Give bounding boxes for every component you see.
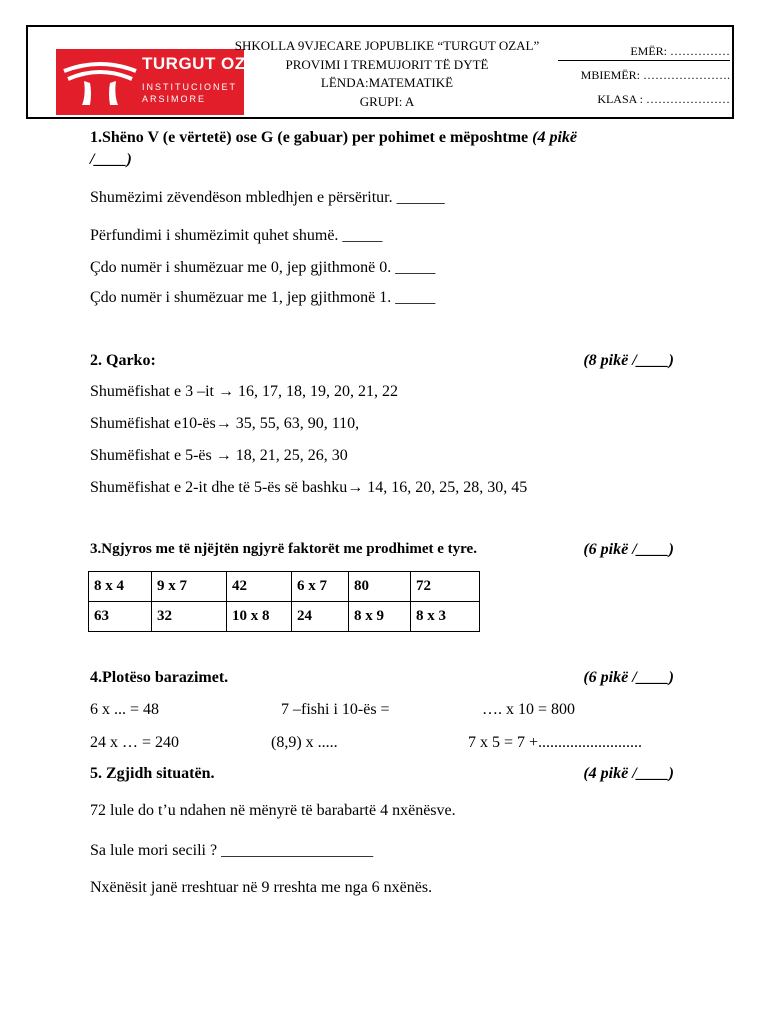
- q2-title: 2. Qarko:: [90, 352, 156, 369]
- school-name: SHKOLLA 9VJECARE JOPUBLIKE “TURGUT OZAL”: [234, 38, 540, 53]
- q4-equation: 7 x 5 = 7 +..........................: [468, 734, 643, 751]
- logo-subtitle-text: INSTITUCIONET ARSIMORE: [142, 82, 237, 104]
- q1-points-wrap: /____): [90, 151, 132, 168]
- class-blank: …………………: [646, 92, 730, 106]
- q2-points: (8 pikë /____): [583, 352, 674, 369]
- name-blank: ……………: [670, 44, 730, 58]
- factors-table: [88, 571, 480, 632]
- table-cell[interactable]: 10 x 8: [227, 602, 292, 632]
- school-info: [222, 37, 552, 111]
- class-label: KLASA :: [597, 92, 643, 106]
- table-cell[interactable]: 63: [89, 602, 152, 632]
- table-cell[interactable]: 24: [292, 602, 349, 632]
- q3-title: 3.Ngjyros me të njëjtën ngjyrë faktorët me prodhimet e tyre.: [90, 541, 477, 557]
- name-field[interactable]: [558, 41, 730, 61]
- school-logo: [56, 49, 270, 115]
- q5-line: Sa lule mori secili ? ___________________: [90, 842, 374, 859]
- q1-statement: Çdo numër i shumëzuar me 1, jep gjithmonë 1. _____: [90, 289, 436, 306]
- surname-label: MBIEMËR:: [580, 68, 640, 82]
- q2-line: Shumëfishat e 2-it dhe të 5-ës së bashku→ 14, 16, 20, 25, 28, 30, 45: [90, 479, 528, 496]
- table-row: [89, 572, 480, 602]
- q1-statement: Çdo numër i shumëzuar me 0, jep gjithmonë 0. _____: [90, 259, 436, 276]
- q1-statement: Përfundimi i shumëzimit quhet shumë. _____: [90, 227, 383, 244]
- logo-brand-text: TURGUT OZAL: [142, 54, 270, 73]
- exam-header: [26, 25, 734, 119]
- table-cell[interactable]: 80: [349, 572, 411, 602]
- surname-blank: ………………….: [643, 68, 730, 82]
- q5-line: Nxënësit janë rreshtuar në 9 rreshta me nga 6 nxënës.: [90, 879, 433, 896]
- q2-line: Shumëfishat e 3 –it → 16, 17, 18, 19, 20, 21, 22: [90, 383, 398, 400]
- q4-points: (6 pikë /____): [583, 669, 674, 686]
- subject-line: LËNDA:MATEMATIKË: [320, 75, 454, 90]
- table-cell[interactable]: 6 x 7: [292, 572, 349, 602]
- table-cell[interactable]: 8 x 9: [349, 602, 411, 632]
- q2-line: Shumëfishat e10-ës→ 35, 55, 63, 90, 110,: [90, 415, 360, 432]
- q4-equation: (8,9) x .....: [271, 734, 338, 751]
- class-field[interactable]: [558, 89, 730, 113]
- q4-equation: 24 x … = 240: [90, 734, 180, 751]
- q4-equation: …. x 10 = 800: [482, 701, 576, 718]
- exam-title: PROVIMI I TREMUJORIT TË DYTË: [285, 56, 489, 72]
- q2-line: Shumëfishat e 5-ës → 18, 21, 25, 26, 30: [90, 447, 348, 464]
- q1-title: 1.Shëno V (e vërtetë) ose G (e gabuar) per pohimet e mëposhtme (4 pikë: [90, 129, 578, 146]
- q4-equation: 6 x ... = 48: [90, 701, 160, 718]
- table-cell[interactable]: 32: [152, 602, 227, 632]
- table-row: [89, 602, 480, 632]
- group-line: GRUPI: A: [359, 93, 415, 109]
- q1-points: (4 pikë: [532, 129, 578, 146]
- q4-title: 4.Plotëso barazimet.: [90, 669, 229, 686]
- q5-title: 5. Zgjidh situatën.: [90, 765, 215, 782]
- surname-field[interactable]: [558, 65, 730, 89]
- table-cell[interactable]: 42: [227, 572, 292, 602]
- arch-logo-icon: [60, 55, 140, 109]
- q1-statement: Shumëzimi zëvendëson mbledhjen e përsëritur. ______: [90, 189, 445, 206]
- q4-equation: 7 –fishi i 10-ës =: [281, 701, 390, 718]
- table-cell[interactable]: 8 x 3: [411, 602, 480, 632]
- table-cell[interactable]: 9 x 7: [152, 572, 227, 602]
- table-cell[interactable]: 8 x 4: [89, 572, 152, 602]
- q3-points: (6 pikë /____): [583, 541, 674, 558]
- q5-line: 72 lule do t’u ndahen në mënyrë të barabartë 4 nxënësve.: [90, 802, 456, 819]
- table-cell[interactable]: 72: [411, 572, 480, 602]
- student-fields: [558, 41, 730, 113]
- name-label: EMËR:: [630, 44, 667, 58]
- q5-points: (4 pikë /____): [583, 765, 674, 782]
